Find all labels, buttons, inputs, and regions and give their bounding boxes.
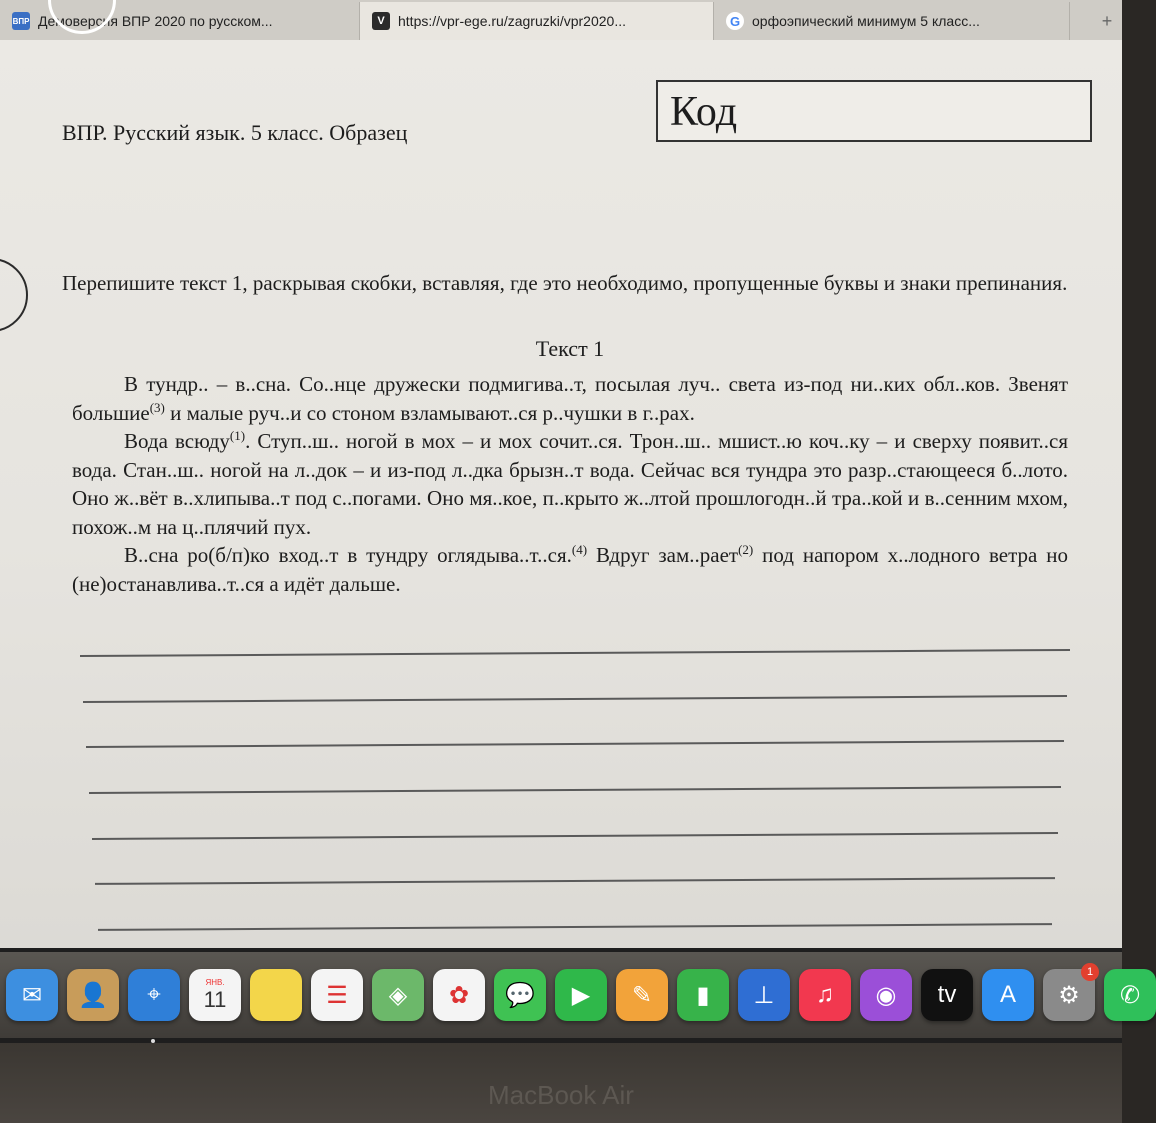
code-box	[656, 80, 1092, 142]
notification-badge: 1	[1081, 963, 1099, 981]
laptop-brand: MacBook Air	[488, 1080, 634, 1110]
contacts-icon[interactable]: 👤	[67, 969, 119, 1021]
dock-area	[0, 948, 1141, 1043]
paragraph-2	[72, 427, 1068, 541]
app-store-icon[interactable]: A	[982, 969, 1034, 1021]
reminders-icon[interactable]: ☰	[311, 969, 363, 1021]
paragraph-1	[72, 370, 1068, 427]
system-preferences-icon[interactable]: ⚙ 1	[1043, 969, 1095, 1021]
answer-line	[83, 695, 1067, 703]
tv-icon[interactable]: tv	[921, 969, 973, 1021]
answer-line	[86, 740, 1064, 747]
calendar-icon[interactable]	[189, 969, 241, 1021]
music-icon[interactable]: ♫	[799, 969, 851, 1021]
calendar-month-label: ЯНВ.	[205, 977, 225, 987]
document-page	[0, 40, 1122, 948]
mail-icon[interactable]: ✉	[6, 969, 58, 1021]
answer-line	[89, 786, 1061, 793]
text-title: Текст 1	[535, 336, 605, 361]
tab-google-search[interactable]	[714, 2, 1070, 40]
footnote-mark: (3)	[149, 399, 165, 415]
footnote-mark: (1)	[229, 428, 246, 443]
numbers-icon[interactable]: ▮	[677, 969, 729, 1021]
code-label: Код	[670, 89, 738, 135]
messages-icon[interactable]: 💬	[494, 969, 546, 1021]
tab-title: орфоэпический минимум 5 класс...	[752, 13, 980, 29]
vpr-favicon-icon: ВПР	[12, 12, 30, 30]
paragraph-text: В тундр.. – в..сна. Со..нце дружески подмигива..т, посылая луч.. света из-под ни..ких обл..ков. Звенят большие	[72, 372, 1068, 425]
tab-vpr-ege[interactable]	[360, 2, 714, 40]
paragraph-text: и малые руч..и со стоном взламывают..ся р..чушки в г..рах.	[164, 400, 695, 425]
photos-icon[interactable]: ✿	[433, 969, 485, 1021]
footnote-mark: (2)	[738, 542, 754, 557]
paragraph-text: под напором х..лодного ветра но (не)останавлива..т..ся а идёт дальше.	[72, 543, 1068, 596]
paragraph-3	[72, 541, 1068, 598]
text-passage	[72, 370, 1068, 598]
answer-line	[80, 649, 1070, 657]
new-tab-button[interactable]: +	[1101, 10, 1113, 31]
paragraph-text: . Ступ..ш.. ногой в мох – и мох сочит..ся. Трон..ш.. мшист..ю коч..ку – и сверху появит..ся вода. Стан..ш.. ногой на л..док – и из-под л..дка брызн..т вода. Сейчас вся тундра это разр..стающееся б..лото. Оно ж..вёт в..хлипыва..т под с..погами. Оно мя..кое, п..крыто ж..лтой прошлогодн..й тра..кой и в..сенним мхом, похож..м на ц..плячий пух.	[72, 429, 1068, 539]
paragraph-text: Вдруг зам..рает	[587, 543, 739, 567]
tab-title: Демоверсия ВПР 2020 по русском...	[38, 13, 273, 29]
page-title: ВПР. Русский язык. 5 класс. Образец	[62, 120, 408, 145]
footnote-mark: (4)	[571, 542, 588, 557]
paragraph-text: Вода всюду	[124, 429, 230, 453]
paragraph-text: В..сна ро(б/п)ко вход..т в тундру оглядыва..т..ся.	[124, 543, 572, 567]
podcasts-icon[interactable]: ◉	[860, 969, 912, 1021]
notes-icon[interactable]	[250, 969, 302, 1021]
task-instruction: Перепишите текст 1, раскрывая скобки, вставляя, где это необходимо, пропущенные буквы и знаки препинания.	[62, 271, 1068, 295]
answer-line	[98, 923, 1052, 930]
maps-icon[interactable]: ◈	[372, 969, 424, 1021]
keynote-icon[interactable]: ⊥	[738, 969, 790, 1021]
answer-line	[95, 877, 1055, 884]
v-favicon-icon: V	[372, 12, 390, 30]
facetime-icon[interactable]: ▶	[555, 969, 607, 1021]
google-favicon-icon: G	[726, 12, 744, 30]
task-number-circle	[0, 258, 28, 332]
pages-icon[interactable]: ✎	[616, 969, 668, 1021]
dock	[0, 952, 1141, 1038]
browser-tab-bar	[0, 0, 1122, 40]
safari-icon[interactable]: ⌖	[128, 969, 180, 1021]
tab-title: https://vpr-ege.ru/zagruzki/vpr2020...	[398, 13, 626, 29]
calendar-day-label: 11	[203, 986, 227, 1012]
whatsapp-icon[interactable]: ✆	[1104, 969, 1156, 1021]
answer-line	[92, 832, 1058, 839]
